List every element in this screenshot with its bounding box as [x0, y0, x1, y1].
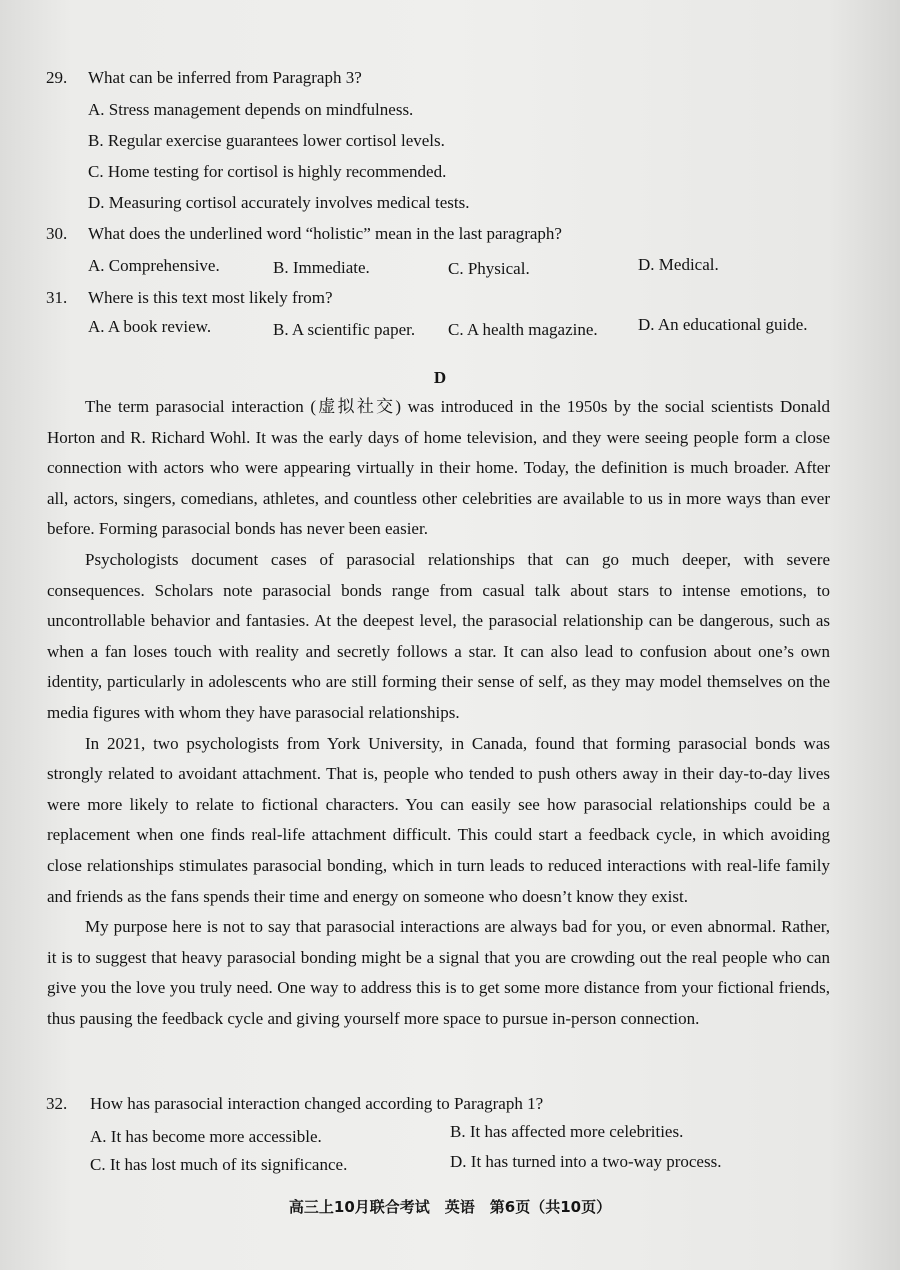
question-stem: What does the underlined word “holistic” mean in the last paragraph? [88, 224, 562, 243]
option-32-c: C. It has lost much of its significance. [90, 1155, 348, 1174]
option-30-d: D. Medical. [638, 255, 719, 274]
passage-paragraph-1: The term parasocial interaction (虚拟社交) was introduced in the 1950s by the social scientists Donald Horton and R. Richard Wohl. It was the early days of home television, and they were seeing people form a close connection with actors who were appearing virtually in their home. Today, the definition is much broader. After all, actors, singers, comedians, athletes, and countless other celebrities are available to us in more ways than ever before. Forming parasocial bonds has never been easier. [47, 397, 830, 539]
option-31-a: A. A book review. [88, 317, 212, 336]
option-29-a: A. Stress management depends on mindfulness. [88, 100, 414, 119]
option-30-c: C. Physical. [448, 259, 530, 278]
question-stem: Where is this text most likely from? [88, 288, 333, 307]
option-32-b: B. It has affected more celebrities. [450, 1122, 684, 1141]
option-31-b: B. A scientific paper. [273, 320, 416, 339]
passage-paragraph-2: Psychologists document cases of parasocial relationships that can go much deeper, with severe consequences. Scholars note parasocial bonds range from casual talk about stars to intense emotions, to uncontrollable behavior and fantasies. At the deepest level, the parasocial relationship can be dangerous, such as when a fan loses touch with reality and secretly follows a star. It can also lead to confusion about one’s own identity, particularly in adolescents who are still forming their sense of self, as they may model themselves on the media figures with whom they have parasocial relationships. [47, 549, 830, 722]
option-29-d: D. Measuring cortisol accurately involves medical tests. [88, 193, 470, 212]
option-32-d: D. It has turned into a two-way process. [450, 1152, 722, 1171]
question-stem: What can be inferred from Paragraph 3? [88, 68, 362, 87]
question-number: 29. [46, 68, 68, 87]
passage-paragraph-3: In 2021, two psychologists from York University, in Canada, found that forming parasocial bonds was strongly related to avoidant attachment. That is, people who tended to push others away in their day-to-day lives were more likely to relate to fictional characters. You can easily see how parasocial relationships could be a replacement when one finds real-life attachment difficult. This could start a feedback cycle, in which avoiding close relationships stimulates parasocial bonding, which in turn leads to reduced interactions with real-life family and friends as the fans spends their time and energy on someone who doesn’t know they exist. [47, 733, 830, 906]
option-31-d: D. An educational guide. [638, 315, 808, 334]
question-stem: How has parasocial interaction changed according to Paragraph 1? [90, 1094, 544, 1113]
option-31-c: C. A health magazine. [448, 320, 598, 339]
question-number: 31. [46, 288, 68, 307]
option-29-c: C. Home testing for cortisol is highly recommended. [88, 162, 447, 181]
option-32-a: A. It has become more accessible. [90, 1127, 322, 1146]
question-number: 30. [46, 224, 68, 243]
passage-paragraph-4: My purpose here is not to say that parasocial interactions are always bad for you, or even abnormal. Rather, it is to suggest that heavy parasocial bonding might be a signal that you are crowding out the real people who can give you the love you truly need. One way to address this is to get some more distance from your fictional friends, thus pausing the feedback cycle and giving yourself more space to pursue in-person connection. [47, 917, 830, 1028]
option-30-a: A. Comprehensive. [88, 256, 220, 275]
question-number: 32. [46, 1094, 68, 1113]
reading-passage [47, 392, 830, 1034]
option-30-b: B. Immediate. [273, 258, 370, 277]
option-29-b: B. Regular exercise guarantees lower cortisol levels. [88, 131, 445, 150]
section-heading: D [433, 368, 447, 387]
page-footer: 高三上10月联合考试 英语 第6页（共10页） [288, 1198, 612, 1216]
